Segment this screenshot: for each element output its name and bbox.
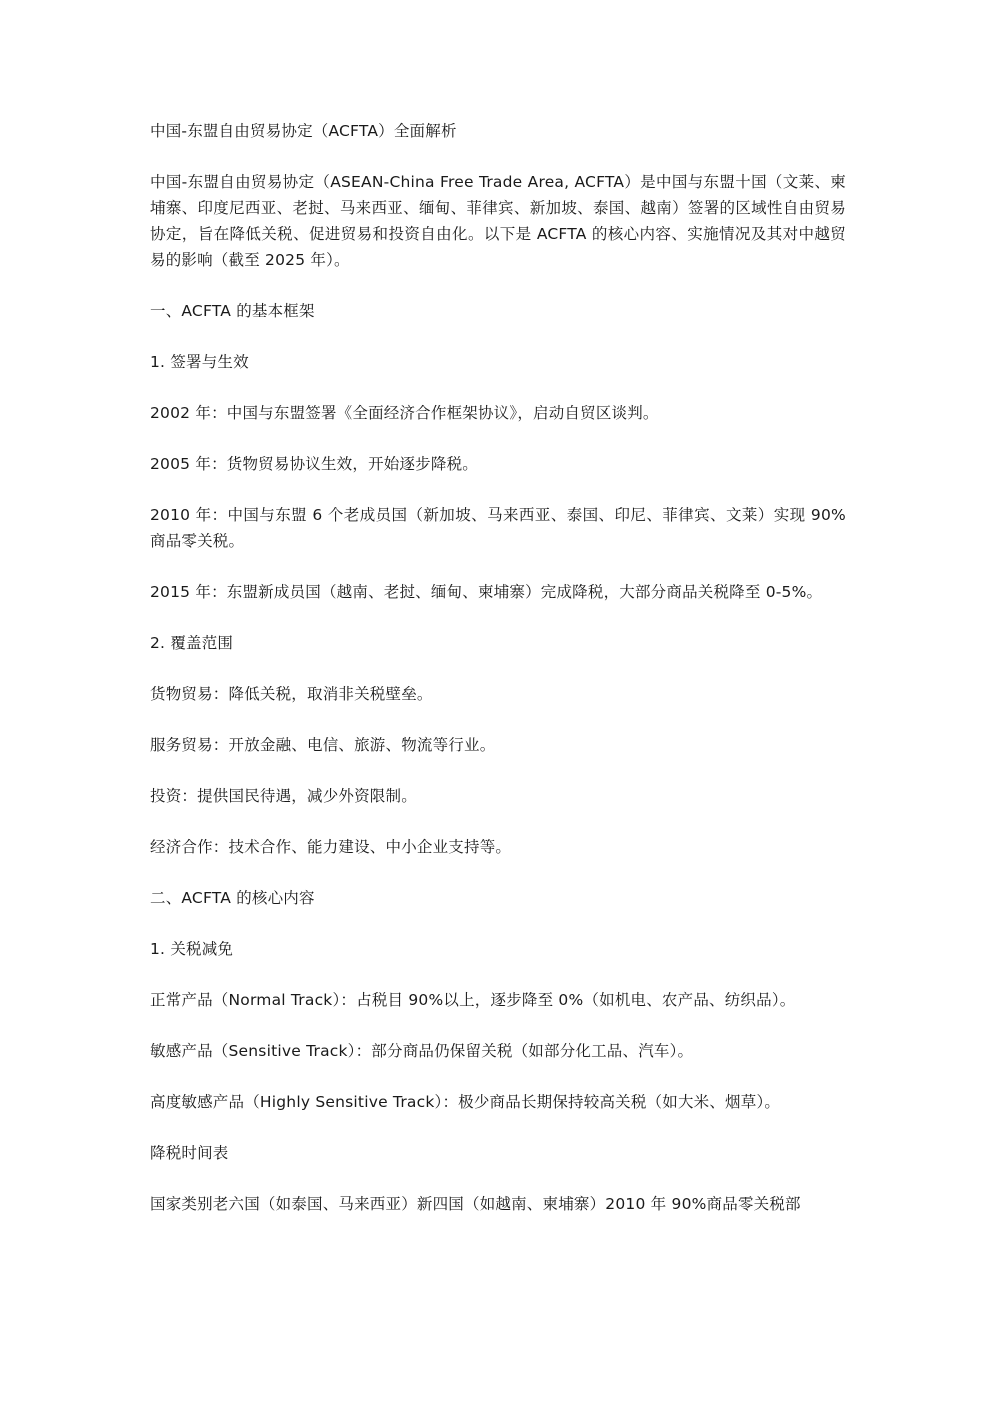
scope-item: 货物贸易：降低关税，取消非关税壁垒。 [150, 685, 433, 703]
timeline-item: 2002 年：中国与东盟签署《全面经济合作框架协议》，启动自贸区谈判。 [150, 404, 659, 422]
timeline-item: 2010 年：中国与东盟 6 个老成员国（新加坡、马来西亚、泰国、印尼、菲律宾、文莱）实现 90%商品零关税。 [150, 506, 846, 550]
intro-paragraph: 中国-东盟自由贸易协定（ASEAN-China Free Trade Area, ACFTA）是中国与东盟十国（文莱、柬埔寨、印度尼西亚、老挝、马来西亚、缅甸、菲律宾、新加坡、泰国、越南）签署的区域性自由贸易协定，旨在降低关税、促进贸易和投资自由化。以下是 ACFTA 的核心内容、实施情况及其对中越贸易的影响（截至 2025 年）。 [150, 173, 846, 269]
schedule-heading: 降税时间表 [150, 1144, 229, 1162]
section-1-1-heading: 1. 签署与生效 [150, 353, 249, 371]
document-body [150, 118, 846, 1242]
timeline-item: 2005 年：货物贸易协议生效，开始逐步降税。 [150, 455, 478, 473]
section-2-heading: 二、ACFTA 的核心内容 [150, 889, 315, 907]
section-1-2-heading: 2. 覆盖范围 [150, 634, 234, 652]
tariff-track-item: 高度敏感产品（Highly Sensitive Track）：极少商品长期保持较高关税（如大米、烟草）。 [150, 1093, 781, 1111]
scope-item: 投资：提供国民待遇，减少外资限制。 [150, 787, 417, 805]
scope-item: 服务贸易：开放金融、电信、旅游、物流等行业。 [150, 736, 496, 754]
section-2-1-heading: 1. 关税减免 [150, 940, 234, 958]
tariff-track-item: 正常产品（Normal Track）：占税目 90%以上，逐步降至 0%（如机电、农产品、纺织品）。 [150, 991, 796, 1009]
section-1-heading: 一、ACFTA 的基本框架 [150, 302, 315, 320]
schedule-line: 国家类别老六国（如泰国、马来西亚）新四国（如越南、柬埔寨）2010 年 90%商品零关税部 [150, 1195, 801, 1213]
scope-item: 经济合作：技术合作、能力建设、中小企业支持等。 [150, 838, 512, 856]
document-title: 中国-东盟自由贸易协定（ACFTA）全面解析 [150, 122, 457, 140]
timeline-item: 2015 年：东盟新成员国（越南、老挝、缅甸、柬埔寨）完成降税，大部分商品关税降至 0-5%。 [150, 583, 823, 601]
tariff-track-item: 敏感产品（Sensitive Track）：部分商品仍保留关税（如部分化工品、汽车）。 [150, 1042, 694, 1060]
